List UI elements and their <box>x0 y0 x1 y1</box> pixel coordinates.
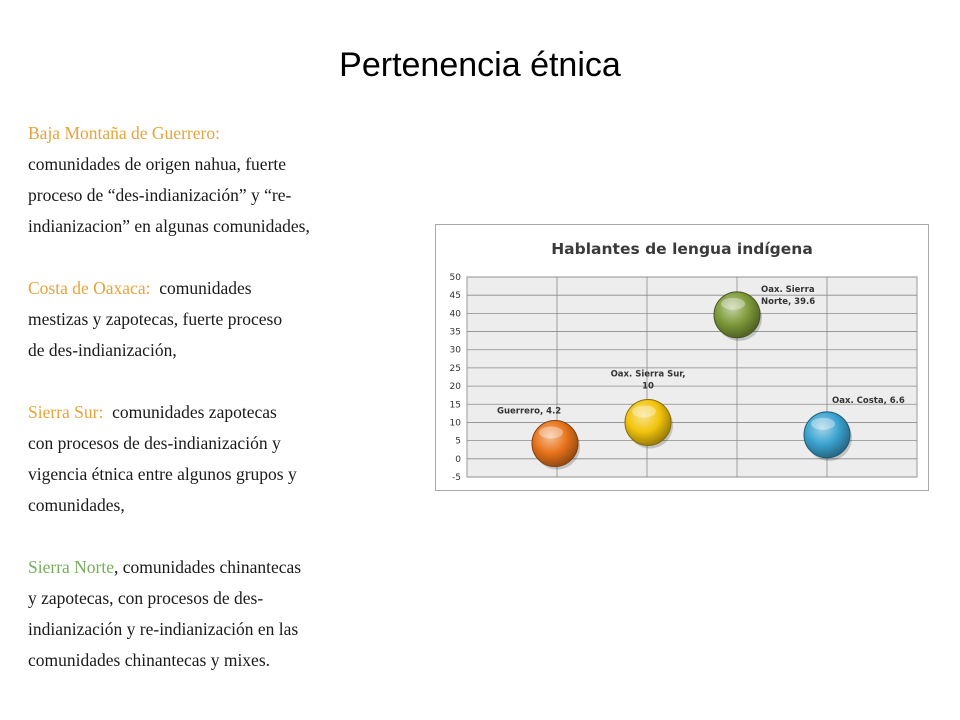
text-line <box>28 335 398 366</box>
text-line <box>28 149 398 180</box>
y-tick-label: 25 <box>449 363 461 374</box>
text-line <box>28 459 398 490</box>
text-line <box>28 490 398 521</box>
line-text: de des-indianización, <box>28 340 177 360</box>
text-line <box>28 304 398 335</box>
line-text: comunidades chinantecas y mixes. <box>28 650 271 670</box>
paragraph <box>28 397 398 521</box>
text-line <box>28 273 398 304</box>
bubble-chart <box>435 224 929 491</box>
y-tick-label: -5 <box>452 473 461 483</box>
line-text: y zapotecas, con procesos de des- <box>28 588 264 608</box>
chart-title: Hablantes de lengua indígena <box>551 240 813 258</box>
region-name: Sierra Norte <box>28 557 115 577</box>
line-text: comunidades <box>150 278 252 298</box>
y-tick-label: 35 <box>449 327 461 338</box>
line-text: , comunidades chinantecas <box>114 557 302 577</box>
bubble-highlight <box>721 298 745 310</box>
paragraph <box>28 273 398 366</box>
y-axis-ticks <box>450 273 462 483</box>
region-name: Baja Montaña de Guerrero: <box>28 123 220 143</box>
paragraph <box>28 118 398 242</box>
paragraph <box>28 552 398 676</box>
line-text: indianizacion” en algunas comunidades, <box>28 216 310 236</box>
text-line <box>28 118 398 149</box>
text-line <box>28 397 398 428</box>
text-line <box>28 583 398 614</box>
text-line <box>28 211 398 242</box>
text-line <box>28 552 398 583</box>
y-tick-label: 10 <box>449 418 461 429</box>
description-text <box>28 118 398 676</box>
line-text: comunidades zapotecas <box>103 402 277 422</box>
line-text: proceso de “des-indianización” y “re- <box>28 185 292 205</box>
region-name: Costa de Oaxaca: <box>28 278 151 298</box>
data-label: Oax. Costa, 6.6 <box>832 395 905 406</box>
y-tick-label: 50 <box>449 273 461 283</box>
line-text: indianización y re-indianización en las <box>28 619 299 639</box>
line-text: comunidades, <box>28 495 125 515</box>
bubble-highlight <box>811 418 835 430</box>
data-label: Oax. Sierra Sur, <box>610 369 686 380</box>
y-tick-label: 0 <box>455 454 461 465</box>
data-label: Oax. Sierra <box>761 284 815 295</box>
line-text: vigencia étnica entre algunos grupos y <box>28 464 297 484</box>
y-tick-label: 5 <box>455 436 461 447</box>
data-label: Guerrero, 4.2 <box>497 406 562 417</box>
y-tick-label: 45 <box>449 291 461 302</box>
data-label: 10 <box>642 381 654 392</box>
chart-canvas <box>436 225 928 490</box>
y-tick-label: 15 <box>449 400 461 411</box>
data-label: Norte, 39.6 <box>761 296 816 307</box>
text-line <box>28 428 398 459</box>
bubble-highlight <box>632 405 656 417</box>
text-line <box>28 614 398 645</box>
region-name: Sierra Sur: <box>28 402 104 422</box>
y-tick-label: 30 <box>449 345 461 356</box>
text-line <box>28 180 398 211</box>
y-tick-label: 20 <box>449 382 461 393</box>
line-text: con procesos de des-indianización y <box>28 433 281 453</box>
bubble-highlight <box>539 427 563 439</box>
text-line <box>28 645 398 676</box>
line-text: comunidades de origen nahua, fuerte <box>28 154 287 174</box>
y-tick-label: 40 <box>449 309 461 320</box>
line-text: mestizas y zapotecas, fuerte proceso <box>28 309 283 329</box>
slide-title: Pertenencia étnica <box>339 46 621 84</box>
